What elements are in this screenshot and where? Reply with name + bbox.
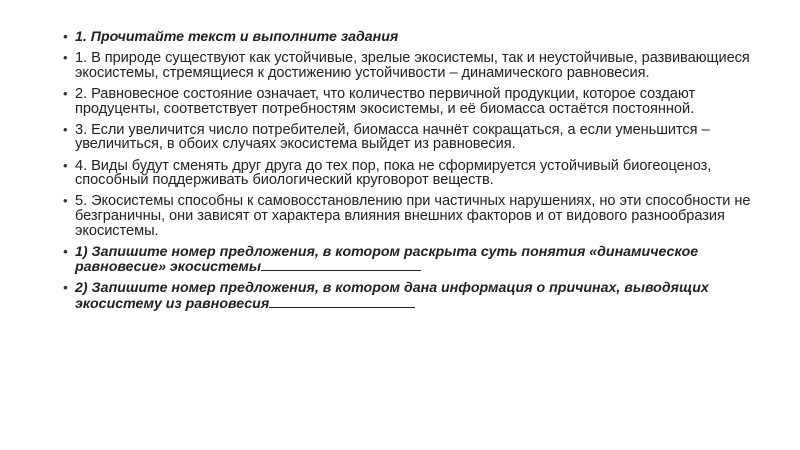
- bullet-dot: •: [63, 29, 68, 44]
- sentence-4: [63, 159, 753, 188]
- answer-blank-1[interactable]: [261, 259, 421, 271]
- task-heading: [63, 30, 753, 45]
- sentence-2: [63, 87, 753, 116]
- question-2-text: 2) Запишите номер предложения, в котором дана информация о причинах, выводящих экосистему из равновесия: [75, 280, 709, 313]
- question-1-text: 1) Запишите номер предложения, в котором раскрыта суть понятия «динамическое равновесие» экосистемы: [75, 243, 699, 276]
- sentence-3: [63, 123, 753, 152]
- sentence-3-text: 3. Если увеличится число потребителей, биомасса начнёт сокращаться, а если уменьшится – увеличиться, в обоих случаях экосистема выйдет из равновесия.: [75, 121, 710, 153]
- bullet-dot: •: [63, 280, 68, 296]
- bullet-dot: •: [63, 50, 68, 66]
- sentence-1-text: 1. В природе существуют как устойчивые, зрелые экосистемы, так и неустойчивые, развивающиеся экосистемы, стремящиеся к достижению устойчивости – динамического равновесия.: [75, 50, 750, 81]
- sentence-5-text: 5. Экосистемы способны к самовосстановлению при частичных нарушениях, но эти способности не безграничны, они зависят от характера влияния внешних факторов и от видового разнообразия экосистемы.: [75, 193, 751, 239]
- bullet-dot: •: [63, 121, 68, 137]
- question-1: [63, 245, 753, 275]
- bullet-list: [63, 30, 753, 318]
- answer-blank-2[interactable]: [269, 296, 415, 308]
- sentence-2-text: 2. Равновесное состояние означает, что количество первичной продукции, которое создают продуценты, соответствует потребностям экосистемы, и её биомасса остаётся постоянной.: [75, 85, 696, 117]
- sentence-1: [63, 51, 753, 80]
- bullet-dot: •: [63, 157, 68, 173]
- sentence-5: [63, 194, 753, 238]
- question-2: [63, 281, 753, 311]
- bullet-dot: •: [63, 193, 68, 209]
- bullet-dot: •: [63, 243, 68, 259]
- sentence-4-text: 4. Виды будут сменять друг друга до тех пор, пока не сформируется устойчивый биогеоценоз, способный поддерживать биологический круговорот веществ.: [75, 157, 712, 189]
- bullet-dot: •: [63, 85, 68, 101]
- task-heading-text: 1. Прочитайте текст и выполните задания: [75, 29, 399, 45]
